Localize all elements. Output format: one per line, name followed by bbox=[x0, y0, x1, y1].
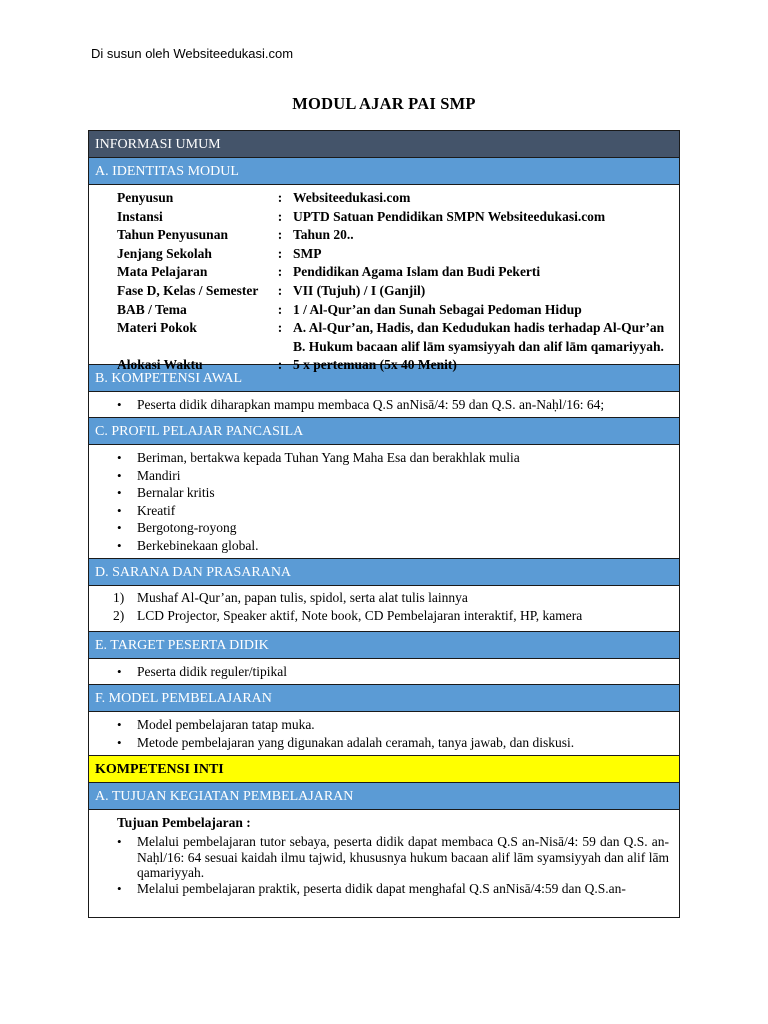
list-item: • Beriman, bertakwa kepada Tuhan Yang Maha Esa dan berakhlak mulia bbox=[137, 449, 669, 467]
list-item: • Melalui pembelajaran praktik, peserta didik dapat menghafal Q.S anNisā/4:59 dan Q.S.an- bbox=[137, 881, 669, 897]
kompetensi-awal-section bbox=[89, 392, 679, 418]
model-section bbox=[89, 712, 679, 756]
identitas-row: BAB / Tema : 1 / Al-Qur’an dan Sunah Sebagai Pedoman Hidup bbox=[117, 301, 582, 317]
list-item: • Melalui pembelajaran tutor sebaya, peserta didik dapat membaca Q.S an-Nisā/4: 59 dan Q.S. an-Naḥl/16: 64 sesuai kaidah ilmu tajwid, khususnya hukum bacaan alif lām syamsiyyah dan alif lām qamariyyah. bbox=[137, 834, 669, 881]
identitas-section bbox=[89, 185, 679, 373]
section-informasi-umum: INFORMASI UMUM bbox=[89, 131, 679, 158]
list-item: 2) LCD Projector, Speaker aktif, Note book, CD Pembelajaran interaktif, HP, kamera bbox=[113, 608, 583, 623]
identitas-row: Jenjang Sekolah : SMP bbox=[117, 245, 322, 261]
tujuan-subheading: Tujuan Pembelajaran : bbox=[117, 815, 251, 830]
identitas-row: B. Hukum bacaan alif lām syamsiyyah dan alif lām qamariyyah. bbox=[293, 338, 664, 354]
list-item: • Model pembelajaran tatap muka. bbox=[137, 716, 669, 734]
identitas-row: : 5 x pertemuan (5x 40 Menit) bbox=[277, 357, 457, 373]
list-item: • Bernalar kritis bbox=[137, 484, 669, 502]
section-kompetensi-awal-heading: B. KOMPETENSI AWAL bbox=[89, 365, 679, 392]
list-item: • Mandiri bbox=[137, 467, 669, 485]
identitas-row: Instansi : UPTD Satuan Pendidikan SMPN Websiteedukasi.com bbox=[117, 208, 606, 224]
section-target-heading: E. TARGET PESERTA DIDIK bbox=[89, 632, 679, 659]
list-item: • Bergotong-royong bbox=[137, 519, 669, 537]
section-kompetensi-inti: KOMPETENSI INTI bbox=[89, 756, 679, 783]
list-item: • Berkebinekaan global. bbox=[137, 537, 669, 555]
list-item: 1) Mushaf Al-Qur’an, papan tulis, spidol, serta alat tulis lainnya bbox=[113, 590, 468, 605]
list-item: • Peserta didik diharapkan mampu membaca Q.S anNisā/4: 59 dan Q.S. an-Naḥl/16: 64; bbox=[137, 396, 669, 414]
identitas-row: Fase D, Kelas / Semester : VII (Tujuh) / I (Ganjil) bbox=[117, 282, 426, 298]
sarana-section bbox=[89, 586, 679, 632]
target-section bbox=[89, 659, 679, 685]
section-identitas-heading: A. IDENTITAS MODUL bbox=[89, 158, 679, 185]
identitas-row: Penyusun : Websiteedukasi.com bbox=[117, 190, 411, 205]
section-tujuan-heading: A. TUJUAN KEGIATAN PEMBELAJARAN bbox=[89, 783, 679, 810]
identitas-row: Tahun Penyusunan : Tahun 20.. bbox=[117, 227, 354, 243]
section-profil-heading: C. PROFIL PELAJAR PANCASILA bbox=[89, 418, 679, 445]
tujuan-section bbox=[89, 810, 679, 900]
list-item: • Peserta didik reguler/tipikal bbox=[137, 663, 669, 681]
identitas-row: Mata Pelajaran : Pendidikan Agama Islam dan Budi Pekerti bbox=[117, 264, 541, 280]
identitas-row: Materi Pokok : A. Al-Qur’an, Hadis, dan Kedudukan hadis terhadap Al-Qur’an bbox=[117, 320, 665, 336]
section-sarana-heading: D. SARANA DAN PRASARANA bbox=[89, 559, 679, 586]
list-item: • Kreatif bbox=[137, 502, 669, 520]
header-note: Di susun oleh Websiteedukasi.com bbox=[91, 46, 294, 61]
profil-section bbox=[89, 445, 679, 559]
section-model-heading: F. MODEL PEMBELAJARAN bbox=[89, 685, 679, 712]
document-title: MODUL AJAR PAI SMP bbox=[292, 94, 476, 113]
list-item: • Metode pembelajaran yang digunakan adalah ceramah, tanya jawab, dan diskusi. bbox=[137, 734, 669, 752]
module-table bbox=[88, 130, 680, 918]
